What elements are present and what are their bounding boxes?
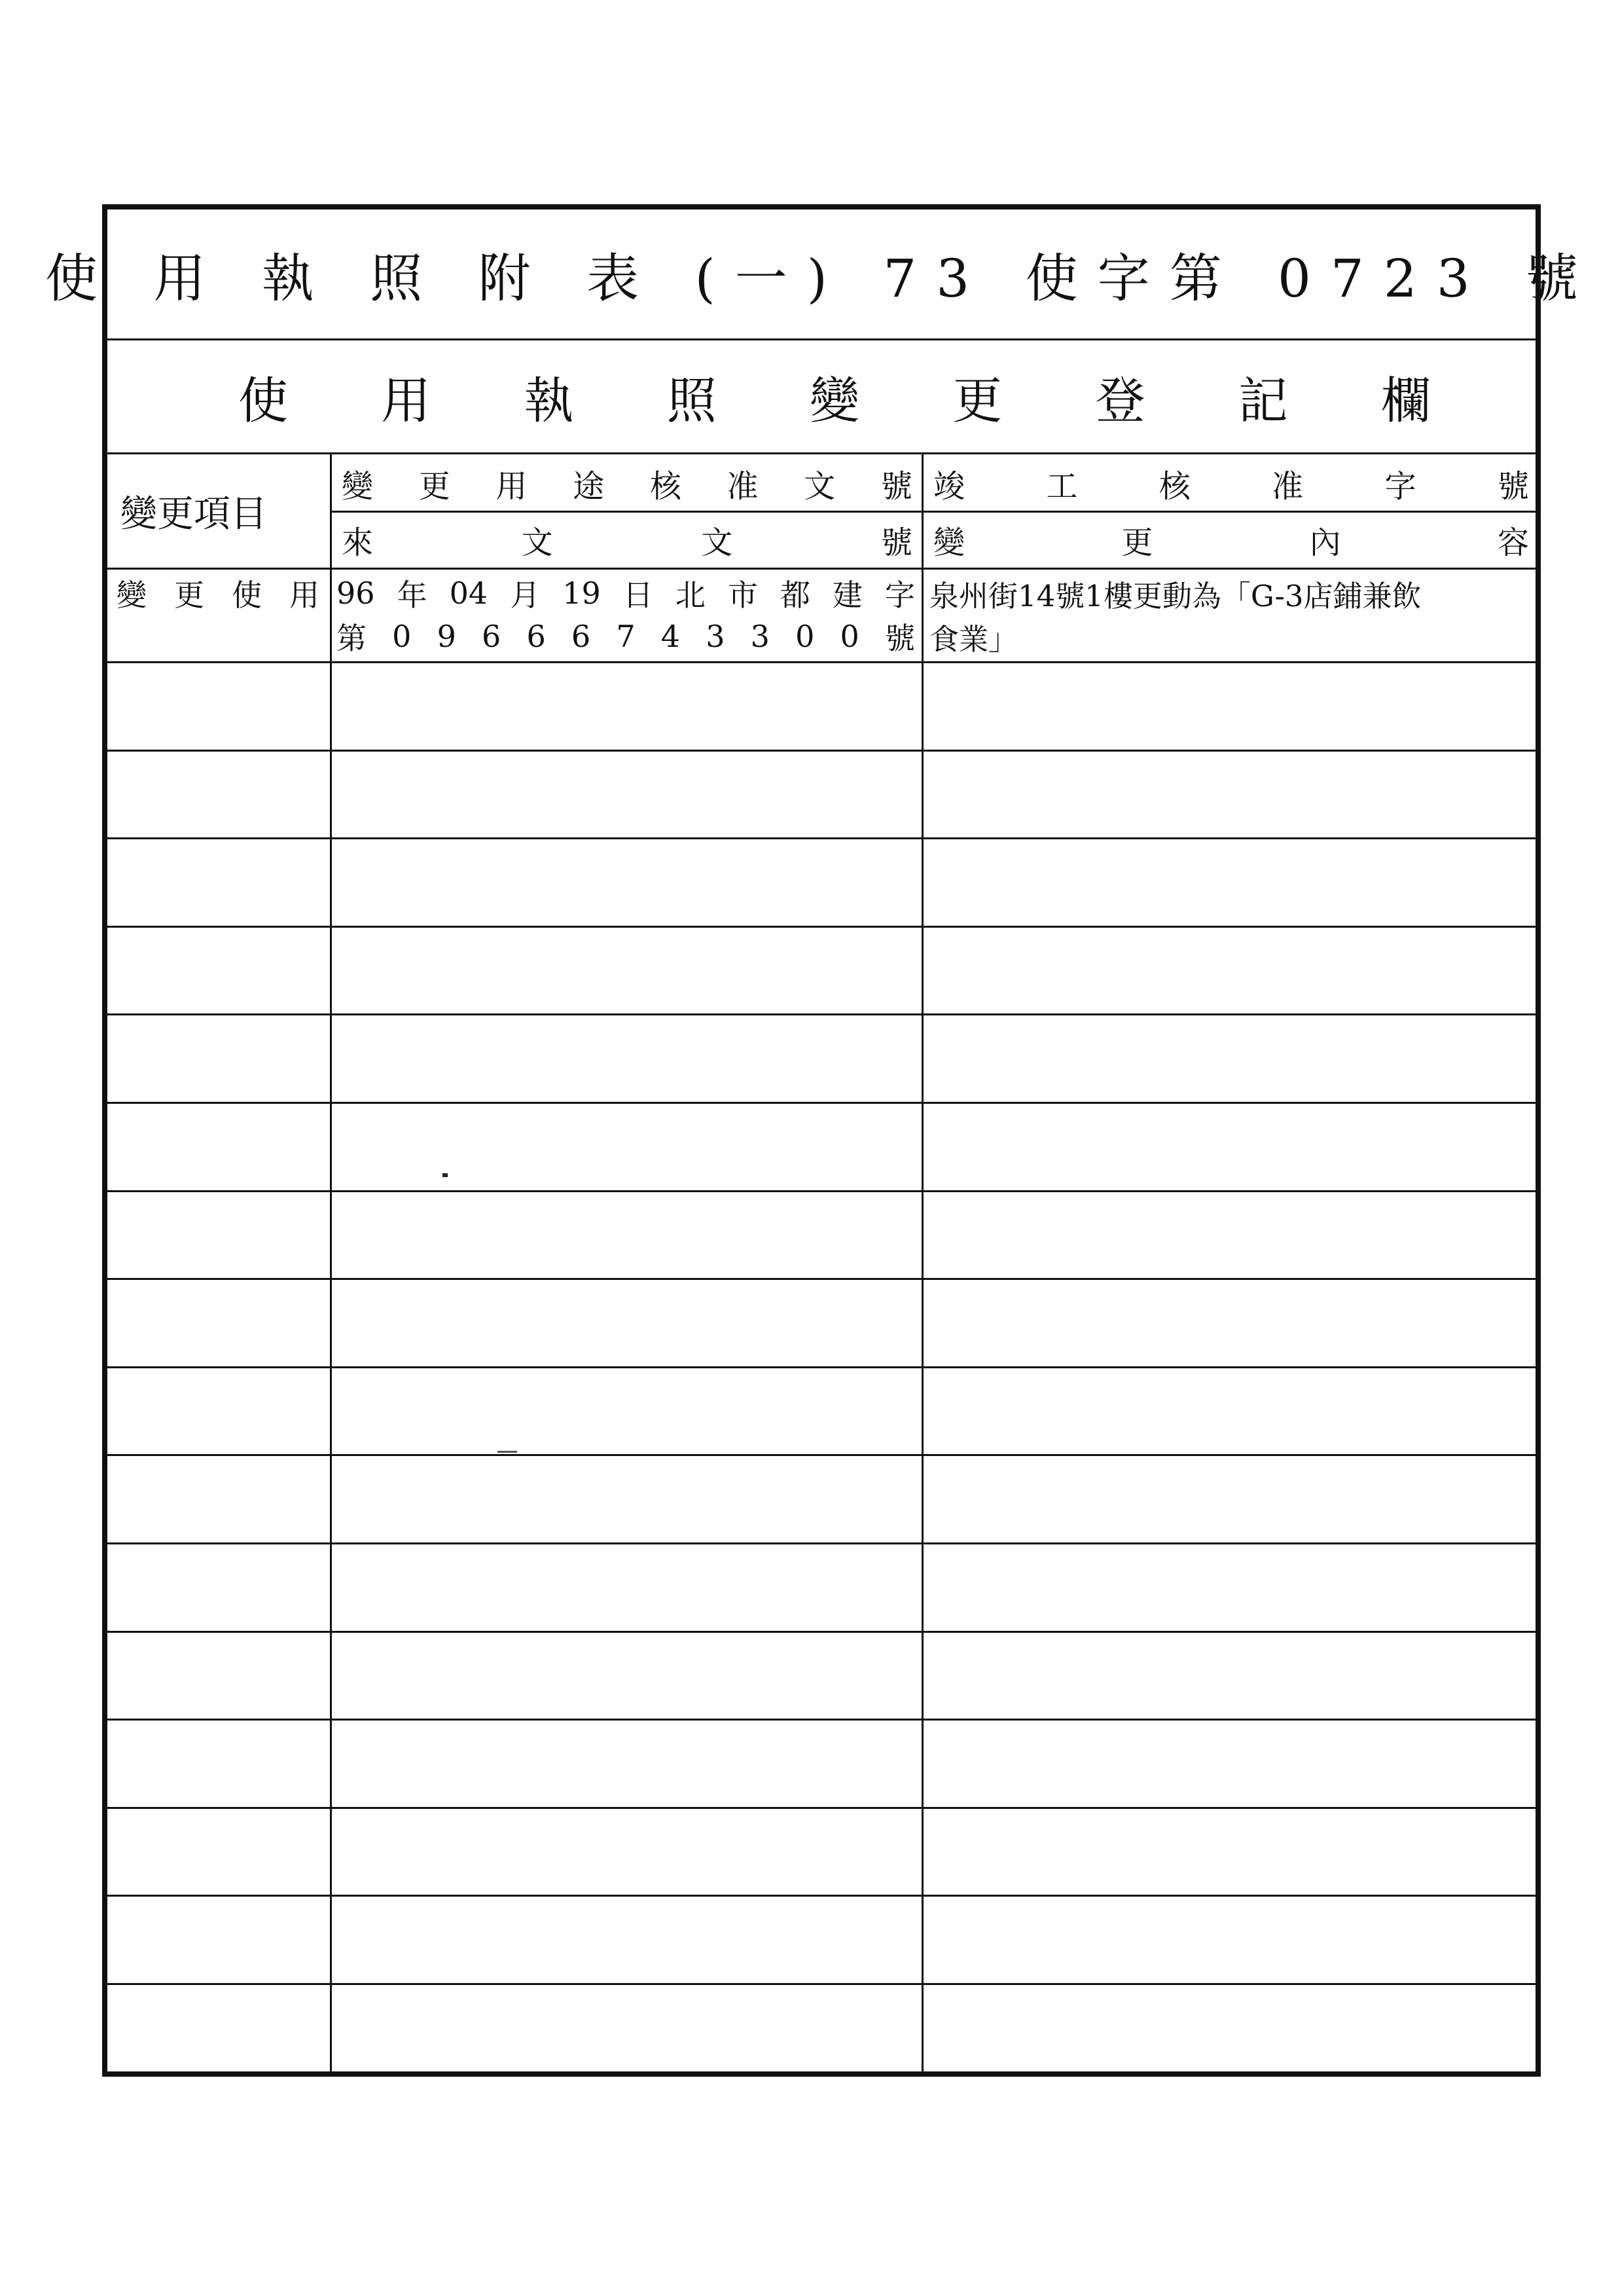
entry-char: 0: [840, 619, 859, 654]
header-change-item-label: 變更項目: [120, 492, 267, 536]
entry-char: 3: [750, 619, 770, 654]
header-char: 核: [1159, 467, 1191, 505]
table-row-divider: [107, 1190, 1536, 1192]
header-incoming-doc-no: [342, 513, 912, 566]
entry-char: 市: [727, 577, 758, 613]
header-char: 內: [1309, 524, 1341, 561]
header-char: 文: [521, 524, 553, 561]
entry-char: 都: [780, 577, 810, 613]
header-char: 文: [701, 524, 733, 561]
scan-speck: [442, 1173, 448, 1177]
entry-char: 96: [336, 575, 375, 611]
form-title: 使 用 執 照 附 表 (一) 73 使字第 0723 號: [45, 248, 1598, 309]
header-change-item: [120, 454, 317, 568]
header-char: 准: [1272, 467, 1304, 505]
header-completion-approval-no: [933, 457, 1529, 509]
header-char: 用: [495, 467, 528, 505]
entry-char: 號: [884, 621, 915, 656]
entry-char: 月: [510, 577, 541, 613]
table-row-divider: [107, 750, 1536, 752]
subtitle-char: 更: [952, 371, 1003, 429]
entry-char: 第: [336, 621, 367, 656]
table-row-divider: [107, 1013, 1536, 1015]
header-char: 號: [880, 467, 912, 505]
entry-char: 6: [526, 619, 546, 654]
header-char: 工: [1046, 467, 1078, 505]
column-divider: [330, 454, 332, 2071]
form-subtitle-row: [107, 340, 1536, 454]
header-change-content: [933, 513, 1529, 566]
header-char: 竣: [933, 467, 965, 505]
header-char: 字: [1384, 467, 1416, 505]
header-approval-doc-no: [342, 457, 912, 509]
subtitle-char: 用: [381, 371, 431, 429]
entry-char: 6: [571, 619, 591, 654]
header-char: 准: [727, 467, 759, 505]
entry-char: 4: [660, 619, 681, 654]
subtitle-char: 登: [1095, 371, 1145, 429]
subtitle-char: 欄: [1381, 371, 1431, 429]
table-row-divider: [107, 1983, 1536, 1985]
table-row-divider: [107, 1631, 1536, 1633]
entry-doc-no-line-2: [336, 617, 915, 656]
form-title-row: [45, 210, 1598, 340]
table-row-divider: [107, 1895, 1536, 1897]
entry-char: 使: [232, 577, 262, 613]
entry-doc-no-line-1: [336, 574, 915, 613]
entry-content-text: 食業」: [929, 621, 1018, 657]
header-char: 來: [342, 524, 374, 561]
table-row-divider: [107, 1366, 1536, 1368]
entry-char: 19: [562, 575, 601, 611]
entry-char: 日: [622, 577, 653, 613]
entry-char: 04: [449, 575, 488, 611]
subtitle-char: 變: [810, 371, 859, 429]
entry-char: 0: [795, 619, 815, 654]
table-row-divider: [107, 1454, 1536, 1456]
table-row-divider: [107, 1542, 1536, 1544]
subtitle-char: 執: [524, 371, 574, 429]
usage-permit-annex-form: [45, 204, 1598, 2077]
entry-change-content-line-1: [929, 574, 1532, 613]
entry-char: 建: [832, 577, 863, 613]
table-row-divider: [107, 837, 1536, 839]
entry-char: 北: [675, 577, 706, 613]
table-row-divider: [107, 1719, 1536, 1721]
subtitle-char: 照: [666, 371, 717, 429]
header-divider: [330, 511, 1536, 513]
subtitle-char: 記: [1238, 371, 1288, 429]
column-divider: [922, 454, 924, 2071]
table-row-divider: [107, 1278, 1536, 1280]
header-char: 號: [1497, 467, 1529, 505]
entry-char: 字: [884, 577, 915, 613]
form-subtitle: [238, 361, 1431, 432]
entry-change-item: [117, 574, 319, 613]
entry-char: 7: [616, 619, 636, 654]
entry-char: 0: [392, 619, 412, 654]
entry-char: 用: [289, 577, 319, 613]
entry-char: 6: [482, 619, 501, 654]
header-char: 容: [1497, 524, 1529, 561]
entry-char: 更: [174, 577, 204, 613]
entry-char: 3: [706, 619, 725, 654]
table-row-divider: [107, 661, 1536, 663]
header-char: 更: [1121, 524, 1153, 561]
header-char: 文: [804, 467, 836, 505]
table-row-divider: [107, 1807, 1536, 1809]
scan-speck: [497, 1451, 517, 1453]
header-bottom-divider: [107, 568, 1536, 570]
entry-char: 年: [397, 577, 427, 613]
entry-char: 變: [117, 577, 147, 613]
header-char: 途: [573, 467, 605, 505]
entry-char: 9: [437, 619, 456, 654]
entry-change-content-line-2: [929, 617, 1532, 656]
entry-content-text: 泉州街14號1樓更動為「G-3店鋪兼飲: [929, 578, 1422, 613]
table-row-divider: [107, 926, 1536, 928]
header-char: 核: [649, 467, 681, 505]
table-row-divider: [107, 1102, 1536, 1104]
header-char: 更: [418, 467, 450, 505]
header-char: 號: [880, 524, 912, 561]
header-char: 變: [933, 524, 965, 561]
header-char: 變: [342, 467, 374, 505]
subtitle-char: 使: [238, 371, 288, 429]
